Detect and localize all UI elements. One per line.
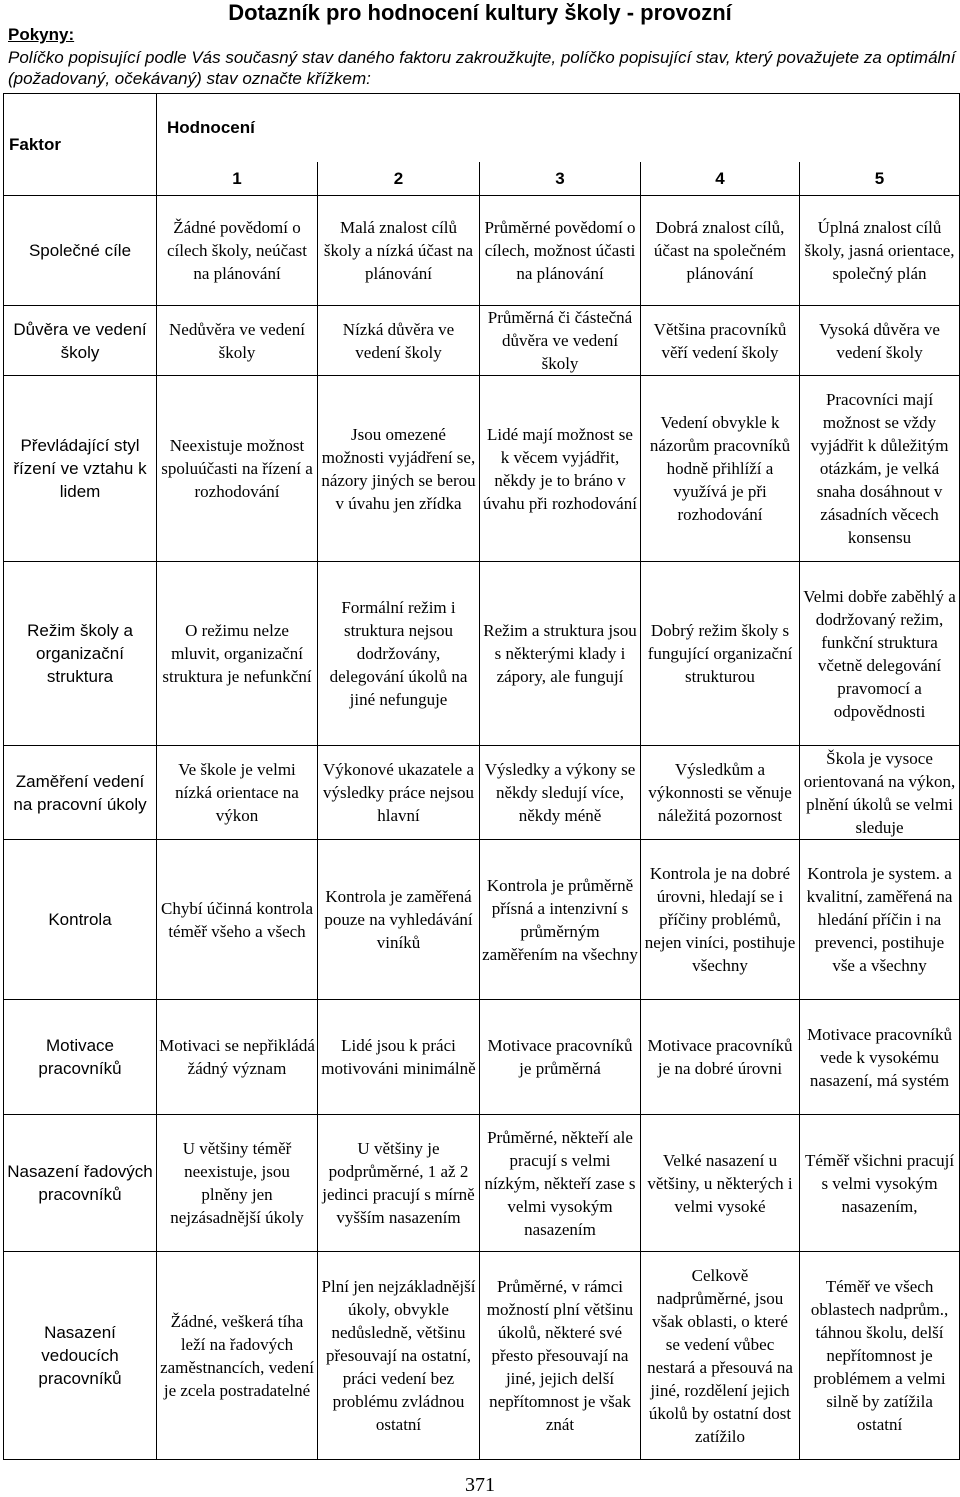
level-1: 1 [157,162,318,196]
rating-cell[interactable]: Vedení obvykle k názorům pracovníků hodně přihlíží a využívá je při rozhodování [641,376,800,562]
rating-cell[interactable]: Vysoká důvěra ve vedení školy [800,306,960,376]
factor-cell: Převládající styl řízení ve vztahu k lidem [4,376,157,562]
hodnoceni-header: Hodnocení [157,94,960,162]
rating-cell[interactable]: Kontrola je system. a kvalitní, zaměřená na hledání příčin i na prevenci, postihuje vše a všechny [800,840,960,1000]
table-row [4,1252,960,1460]
rating-cell[interactable]: Průměrná či částečná důvěra ve vedení školy [480,306,641,376]
rating-cell[interactable]: Téměř všichni pracují s velmi vysokým nasazením, [800,1115,960,1252]
rating-cell[interactable]: Výsledky a výkony se někdy sledují více, někdy méně [480,746,641,840]
rating-cell[interactable]: Chybí účinná kontrola téměř všeho a všech [157,840,318,1000]
rating-cell[interactable]: Nízká důvěra ve vedení školy [318,306,480,376]
rating-cell[interactable]: Kontrola je zaměřená pouze na vyhledávání viníků [318,840,480,1000]
level-3: 3 [480,162,641,196]
rating-cell[interactable]: Jsou omezené možnosti vyjádření se, názory jiných se berou v úvahu jen zřídka [318,376,480,562]
rating-cell[interactable]: Lidé mají možnost se k věcem vyjádřit, někdy je to bráno v úvahu při rozhodování [480,376,641,562]
level-5: 5 [800,162,960,196]
rating-cell[interactable]: Výkonové ukazatele a výsledky práce nejsou hlavní [318,746,480,840]
rating-cell[interactable]: Téměř ve všech oblastech nadprům., táhnou školu, delší nepřítomnost je problémem a velmi silně by zatížila ostatní [800,1252,960,1460]
rating-cell[interactable]: Výsledkům a výkonnosti se věnuje náležitá pozornost [641,746,800,840]
rating-cell[interactable]: Režim a struktura jsou s některými klady i zápory, ale fungují [480,562,641,746]
page-number: 371 [465,1474,495,1496]
rating-cell[interactable]: Velké nasazení u většiny, u některých i velmi vysoké [641,1115,800,1252]
rating-cell[interactable]: Žádné povědomí o cílech školy, neúčast na plánování [157,196,318,306]
factor-cell: Motivace pracovníků [4,1000,157,1115]
rating-cell[interactable]: Plní jen nejzákladnější úkoly, obvykle nedůsledně, většinu přesouvají na ostatní, práci vedení bez problému zvládnou ostatní [318,1252,480,1460]
factor-cell: Nasazení vedoucích pracovníků [4,1252,157,1460]
table-row [4,1000,960,1115]
factor-cell: Společné cíle [4,196,157,306]
rating-cell[interactable]: Většina pracovníků věří vedení školy [641,306,800,376]
document-title: Dotazník pro hodnocení kultury školy - provozní [228,0,732,25]
instructions-label: Pokyny: [8,25,75,44]
table-row [4,1115,960,1252]
rating-cell[interactable]: Motivace pracovníků je na dobré úrovni [641,1000,800,1115]
table-row [4,376,960,562]
rating-cell[interactable]: Dobrý režim školy s fungující organizační strukturou [641,562,800,746]
rating-cell[interactable]: Dobrá znalost cílů, účast na společném plánování [641,196,800,306]
factor-cell: Důvěra ve vedení školy [4,306,157,376]
rating-cell[interactable]: Škola je vysoce orientovaná na výkon, plnění úkolů se velmi sleduje [800,746,960,840]
rating-cell[interactable]: Motivaci se nepřikládá žádný význam [157,1000,318,1115]
rating-cell[interactable]: Motivace pracovníků je průměrná [480,1000,641,1115]
rating-cell[interactable]: Celkově nadprůměrné, jsou však oblasti, o které se vedení vůbec nestará a přesouvá na jiné, rozdělení jejich úkolů by ostatní dost zatížilo [641,1252,800,1460]
rating-cell[interactable]: Žádné, veškerá tíha leží na řadových zaměstnancích, vedení je zcela postradatelné [157,1252,318,1460]
table-row [4,306,960,376]
rating-cell[interactable]: Motivace pracovníků vede k vysokému nasazení, má systém [800,1000,960,1115]
table-row [4,746,960,840]
rating-cell[interactable]: U většiny je podprůměrné, 1 až 2 jedinci pracují s mírně vyšším nasazením [318,1115,480,1252]
rating-cell[interactable]: Průměrné, v rámci možností plní většinu úkolů, některé své přesto přesouvají na jiné, jejich delší nepřítomnost je však znát [480,1252,641,1460]
instructions-text: Políčko popisující podle Vás současný stav daného faktoru zakroužkujte, políčko popisující stav, který považujete za optimální (požadovaný, očekávaný) stav označte křížkem: [8,48,956,88]
factor-cell: Kontrola [4,840,157,1000]
table-row [4,562,960,746]
rating-cell[interactable]: Velmi dobře zaběhlý a dodržovaný režim, funkční struktura včetně delegování pravomocí a odpovědnosti [800,562,960,746]
rating-cell[interactable]: Průměrné, někteří ale pracují s velmi nízkým, někteří zase s velmi vysokým nasazením [480,1115,641,1252]
rating-cell[interactable]: Průměrné povědomí o cílech, možnost účasti na plánování [480,196,641,306]
factor-cell: Nasazení řadových pracovníků [4,1115,157,1252]
rating-cell[interactable]: Úplná znalost cílů školy, jasná orientace, společný plán [800,196,960,306]
rating-cell[interactable]: Formální režim i struktura nejsou dodržovány, delegování úkolů na jiné nefunguje [318,562,480,746]
rating-cell[interactable]: Pracovníci mají možnost se vždy vyjádřit k důležitým otázkám, je velká snaha dosáhnout v zásadních věcech konsensu [800,376,960,562]
level-2: 2 [318,162,480,196]
rating-cell[interactable]: Lidé jsou k práci motivováni minimálně [318,1000,480,1115]
rating-cell[interactable]: U většiny téměř neexistuje, jsou plněny jen nejzásadnější úkoly [157,1115,318,1252]
rating-cell[interactable]: Neexistuje možnost spoluúčasti na řízení a rozhodování [157,376,318,562]
rating-cell[interactable]: Nedůvěra ve vedení školy [157,306,318,376]
rating-cell[interactable]: Kontrola je na dobré úrovni, hledají se i příčiny problémů, nejen viníci, postihuje všechny [641,840,800,1000]
evaluation-table [3,93,960,1460]
table-row [4,840,960,1000]
rating-cell[interactable]: Ve škole je velmi nízká orientace na výkon [157,746,318,840]
level-4: 4 [641,162,800,196]
rating-cell[interactable]: O režimu nelze mluvit, organizační struktura je nefunkční [157,562,318,746]
faktor-header: Faktor [4,94,157,196]
rating-cell[interactable]: Malá znalost cílů školy a nízká účast na plánování [318,196,480,306]
table-row [4,196,960,306]
rating-cell[interactable]: Kontrola je průměrně přísná a intenzivní s průměrným zaměřením na všechny [480,840,641,1000]
factor-cell: Režim školy a organizační struktura [4,562,157,746]
factor-cell: Zaměření vedení na pracovní úkoly [4,746,157,840]
